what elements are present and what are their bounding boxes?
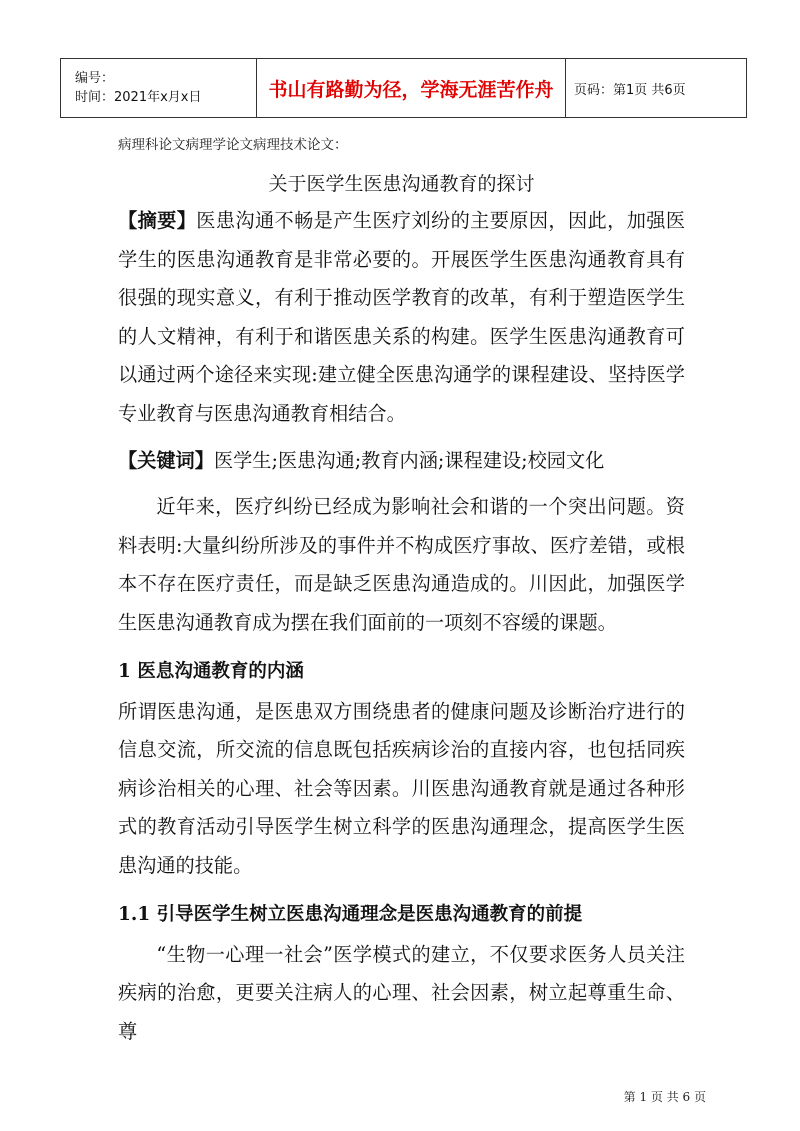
abstract-text: 医患沟通不畅是产生医疗刘纷的主要原因，因此，加强医学生的医患沟通教育是非常必要的。开展医学生医患沟通教育具有很强的现实意义，有利于推动医学教育的改革，有利于塑造医学生的人文精神，有利于和谐医患关系的构建。医学生医患沟通教育可以通过两个途径来实现:建立健全医患沟通学的课程建设、坚持医学专业教育与医患沟通教育相结合。	[118, 209, 686, 425]
header-motto: 书山有路勤为径，学海无涯苦作舟	[257, 59, 566, 118]
document-number-label: 编号：	[75, 71, 115, 86]
breadcrumb: 病理科论文病理学论文病理技术论文：	[118, 137, 348, 153]
document-body	[118, 202, 685, 1051]
document-date-label: 时间：2021年x月x日	[75, 90, 202, 105]
intro-paragraph: 近年来，医疗纠纷已经成为影响社会和谐的一个突出问题。资料表明:大量纠纷所涉及的事件并不构成医疗事故、医疗差错，或根本不存在医疗责任，而是缺乏医患沟通造成的。川因此，加强医学生医患沟通教育成为摆在我们面前的一项刻不容缓的课题。	[118, 495, 685, 634]
section-1-1-heading: 1.1 引导医学生树立医患沟通理念是医患沟通教育的前提	[118, 903, 583, 925]
header-meta-cell	[61, 59, 257, 118]
header-page-info: 页码：第1页 共6页	[566, 59, 747, 118]
abstract-label: 【摘要】	[118, 209, 197, 232]
page-footer: 第 1 页 共 6 页	[623, 1090, 706, 1104]
page-title: 关于医学生医患沟通教育的探讨	[268, 173, 535, 195]
section-1-heading: 1 医息沟通教育的内涵	[118, 660, 304, 682]
section-1-1-paragraph: “生物一心理一社会”医学模式的建立，不仅要求医务人员关注疾病的治愈，更要关注病人的心理、社会因素，树立起尊重生命、尊	[118, 942, 685, 1043]
keywords-paragraph	[118, 442, 685, 481]
document-header-table	[60, 58, 747, 118]
keywords-text: 医学生;医患沟通;教育内涵;课程建设;校园文化	[213, 448, 605, 472]
keywords-label: 【关键词】	[118, 448, 214, 472]
section-1-paragraph: 所谓医患沟通，是医患双方围绕患者的健康问题及诊断治疗进行的信息交流，所交流的信息既包括疾病诊治的直接内容，也包括同疾病诊治相关的心理、社会等因素。川医患沟通教育就是通过各种形式的教育活动引导医学生树立科学的医患沟通理念，提高医学生医患沟通的技能。	[118, 699, 685, 877]
abstract-paragraph	[118, 202, 685, 434]
